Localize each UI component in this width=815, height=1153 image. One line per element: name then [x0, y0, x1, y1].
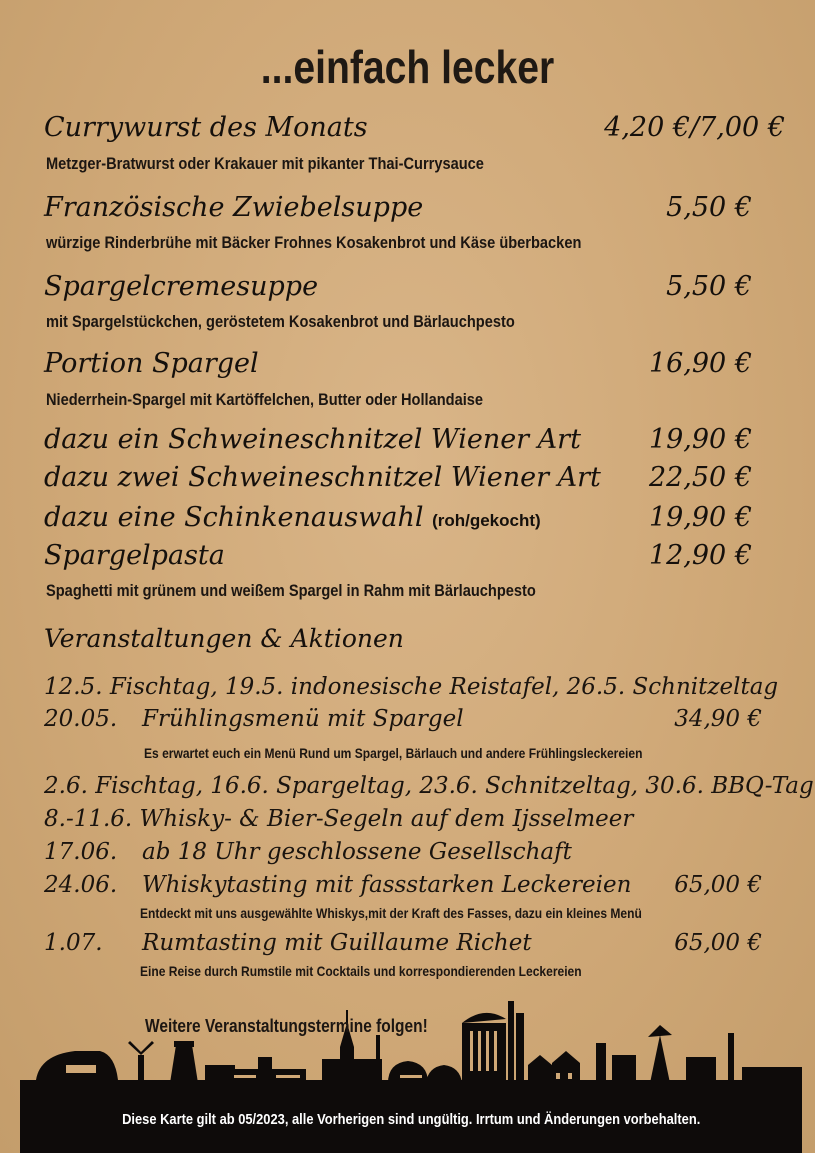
- event-description: Entdeckt mit uns ausgewählte Whiskys,mit der Kraft des Fasses, dazu ein kleines Menü: [140, 905, 642, 921]
- events-heading: Veranstaltungen & Aktionen: [44, 624, 404, 653]
- menu-item-name: Currywurst des Monats: [44, 112, 368, 143]
- event-title: Whiskytasting mit fassstarken Leckereien: [142, 872, 632, 898]
- menu-item-price: 5,50 €: [666, 192, 752, 223]
- menu-item-price: 22,50 €: [648, 462, 752, 493]
- menu-item-name: Spargelcremesuppe: [44, 271, 319, 302]
- menu-item-note: (roh/gekocht): [432, 511, 541, 530]
- menu-item-name: dazu zwei Schweineschnitzel Wiener Art: [44, 462, 601, 493]
- menu-item-price: 4,20 €/7,00 €: [604, 112, 785, 143]
- event-title: Frühlingsmenü mit Spargel: [142, 706, 464, 732]
- event-line: 8.-11.6. Whisky- & Bier-Segeln auf dem Ijsselmeer: [44, 806, 634, 832]
- event-title: ab 18 Uhr geschlossene Gesellschaft: [142, 839, 572, 865]
- event-title: Rumtasting mit Guillaume Richet: [142, 930, 532, 956]
- menu-item-price: 5,50 €: [666, 271, 752, 302]
- footer-disclaimer: [20, 1111, 802, 1128]
- menu-item-name: Spargelpasta: [44, 540, 225, 571]
- event-price: 65,00 €: [674, 872, 762, 898]
- event-description: Eine Reise durch Rumstile mit Cocktails und korrespondierenden Leckereien: [140, 963, 582, 979]
- menu-item-description: Spaghetti mit grünem und weißem Spargel in Rahm mit Bärlauchpesto: [46, 581, 536, 600]
- menu-item-description: würzige Rinderbrühe mit Bäcker Frohnes Kosakenbrot und Käse überbacken: [46, 233, 582, 252]
- menu-item-description: Niederrhein-Spargel mit Kartöffelchen, Butter oder Hollandaise: [46, 390, 484, 409]
- event-line: 2.6. Fischtag, 16.6. Spargeltag, 23.6. Schnitzeltag, 30.6. BBQ-Tag: [44, 773, 814, 799]
- event-price: 65,00 €: [674, 930, 762, 956]
- menu-item-name: [44, 502, 541, 533]
- page-title: ...einfach lecker: [260, 41, 555, 93]
- menu-item-description: Metzger-Bratwurst oder Krakauer mit pikanter Thai-Currysauce: [46, 154, 484, 173]
- menu-item-description: mit Spargelstückchen, geröstetem Kosakenbrot und Bärlauchpesto: [46, 312, 515, 331]
- event-price: 34,90 €: [674, 706, 762, 732]
- menu-item-price: 12,90 €: [648, 540, 752, 571]
- menu-item-price: 19,90 €: [648, 502, 752, 533]
- menu-item-price: 16,90 €: [648, 348, 752, 379]
- event-line: 12.5. Fischtag, 19.5. indonesische Reistafel, 26.5. Schnitzeltag: [44, 674, 779, 700]
- menu-item-price: 19,90 €: [648, 424, 752, 455]
- event-description: Es erwartet euch ein Menü Rund um Spargel, Bärlauch und andere Frühlingsleckereien: [144, 745, 643, 761]
- menu-item-name: Französische Zwiebelsuppe: [44, 192, 424, 223]
- event-date: 1.07.: [44, 930, 103, 956]
- menu-item-name-text: dazu eine Schinkenauswahl: [44, 502, 424, 533]
- event-date: 24.06.: [44, 872, 118, 898]
- menu-item-name: dazu ein Schweineschnitzel Wiener Art: [44, 424, 581, 455]
- event-date: 20.05.: [44, 706, 118, 732]
- more-events-note: Weitere Veranstaltungstermine folgen!: [145, 1016, 428, 1036]
- menu-item-name: Portion Spargel: [44, 348, 259, 379]
- event-date: 17.06.: [44, 839, 118, 865]
- footer-disclaimer-text: Diese Karte gilt ab 05/2023, alle Vorherigen sind ungültig. Irrtum und Änderungen vorbehalten.: [121, 1111, 701, 1128]
